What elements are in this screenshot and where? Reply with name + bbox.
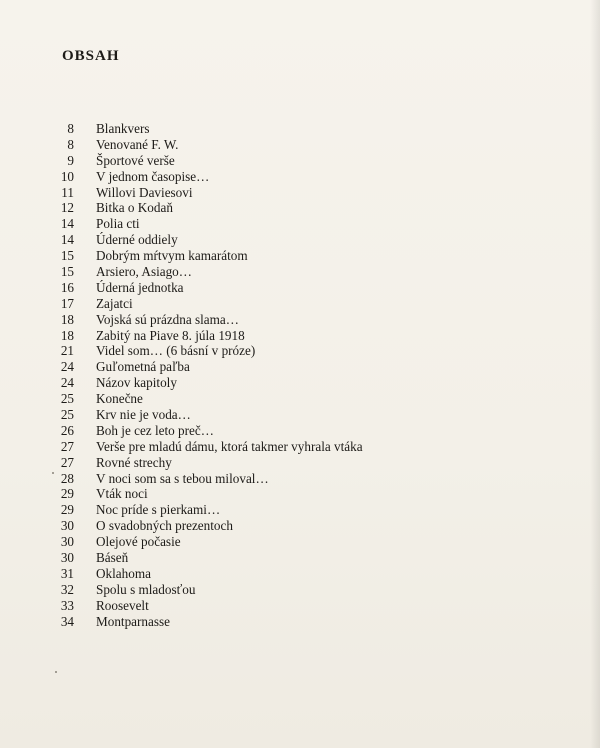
- toc-title: Krv nie je voda…: [96, 407, 191, 423]
- toc-title: Úderné oddiely: [96, 232, 178, 248]
- toc-page-number: 25: [60, 391, 74, 407]
- toc-title: Olejové počasie: [96, 534, 181, 550]
- toc-page-number: 14: [60, 216, 74, 232]
- toc-title: Verše pre mladú dámu, ktorá takmer vyhrala vtáka: [96, 438, 363, 454]
- toc-title: Boh je cez leto preč…: [96, 422, 214, 438]
- toc-page-number: 21: [60, 343, 74, 359]
- toc-page-number: 8: [67, 121, 74, 136]
- toc-page-number: 18: [60, 327, 74, 343]
- toc-page-number: 15: [60, 248, 74, 264]
- toc-title: Guľometná paľba: [96, 359, 190, 375]
- toc-title: Roosevelt: [96, 597, 149, 613]
- toc-page-number: 24: [60, 359, 74, 375]
- toc-page-number: 15: [60, 264, 74, 280]
- toc-title: Báseň: [96, 550, 129, 566]
- toc-page-number: 29: [60, 486, 74, 502]
- toc-page-number: 28: [60, 470, 74, 486]
- toc-page-number: 34: [60, 613, 74, 629]
- toc-title: Konečne: [96, 391, 143, 407]
- toc-page-number: 31: [60, 565, 74, 581]
- toc-page-number: 10: [60, 168, 74, 184]
- toc-page-number: 30: [60, 534, 74, 550]
- toc-page-number: 32: [60, 581, 74, 597]
- toc-page-number: 30: [60, 550, 74, 566]
- toc-page-number: 29: [60, 502, 74, 518]
- toc-title: Úderná jednotka: [96, 279, 184, 295]
- toc-title: Venované F. W.: [96, 136, 179, 152]
- toc-title: Spolu s mladosťou: [96, 581, 196, 597]
- toc-title: Polia cti: [96, 216, 140, 232]
- toc-page-number: 14: [60, 232, 74, 248]
- toc-title: Vojská sú prázdna slama…: [96, 311, 239, 327]
- toc-page-number: 33: [60, 597, 74, 613]
- toc-title: V jednom časopise…: [96, 168, 210, 184]
- paper-speck: [52, 472, 54, 474]
- toc-title: Videl som… (6 básní v próze): [96, 343, 256, 359]
- toc-page-number: 16: [60, 279, 74, 295]
- page-title: OBSAH: [62, 48, 120, 64]
- toc-title: O svadobných prezentoch: [96, 518, 233, 534]
- toc-title: Montparnasse: [96, 613, 170, 629]
- toc-page-number: 12: [60, 200, 74, 216]
- toc-title: Rovné strechy: [96, 454, 172, 470]
- toc-title: Športové verše: [96, 152, 175, 168]
- toc-title: Noc príde s pierkami…: [96, 502, 221, 518]
- paper-speck: [55, 671, 57, 673]
- toc-title: Arsiero, Asiago…: [96, 264, 192, 280]
- toc-page-number: 25: [60, 407, 74, 423]
- toc-title: Vták noci: [96, 486, 148, 502]
- toc-title: Oklahoma: [96, 565, 151, 581]
- toc-page-number: 27: [60, 438, 74, 454]
- toc-page-number: 11: [61, 184, 74, 200]
- toc-page-number: 26: [60, 422, 74, 438]
- toc-page-number: 17: [60, 295, 74, 311]
- page-edge-shadow: [590, 0, 600, 748]
- toc-title: Zabitý na Piave 8. júla 1918: [96, 327, 245, 343]
- toc-title: Bitka o Kodaň: [96, 200, 173, 216]
- toc-page-number: 18: [60, 311, 74, 327]
- toc-page-number: 9: [67, 152, 74, 168]
- toc-title: Blankvers: [96, 121, 150, 136]
- toc-page-number: 27: [60, 454, 74, 470]
- toc-title: Zajatci: [96, 295, 133, 311]
- toc-page-number: 8: [67, 136, 74, 152]
- toc-page-number: 30: [60, 518, 74, 534]
- toc-page-number: 24: [60, 375, 74, 391]
- toc-title: Willovi Daviesovi: [96, 184, 193, 200]
- toc-title: Názov kapitoly: [96, 375, 177, 391]
- toc-title: V noci som sa s tebou miloval…: [96, 470, 269, 486]
- toc-title: Dobrým mŕtvym kamarátom: [96, 248, 248, 264]
